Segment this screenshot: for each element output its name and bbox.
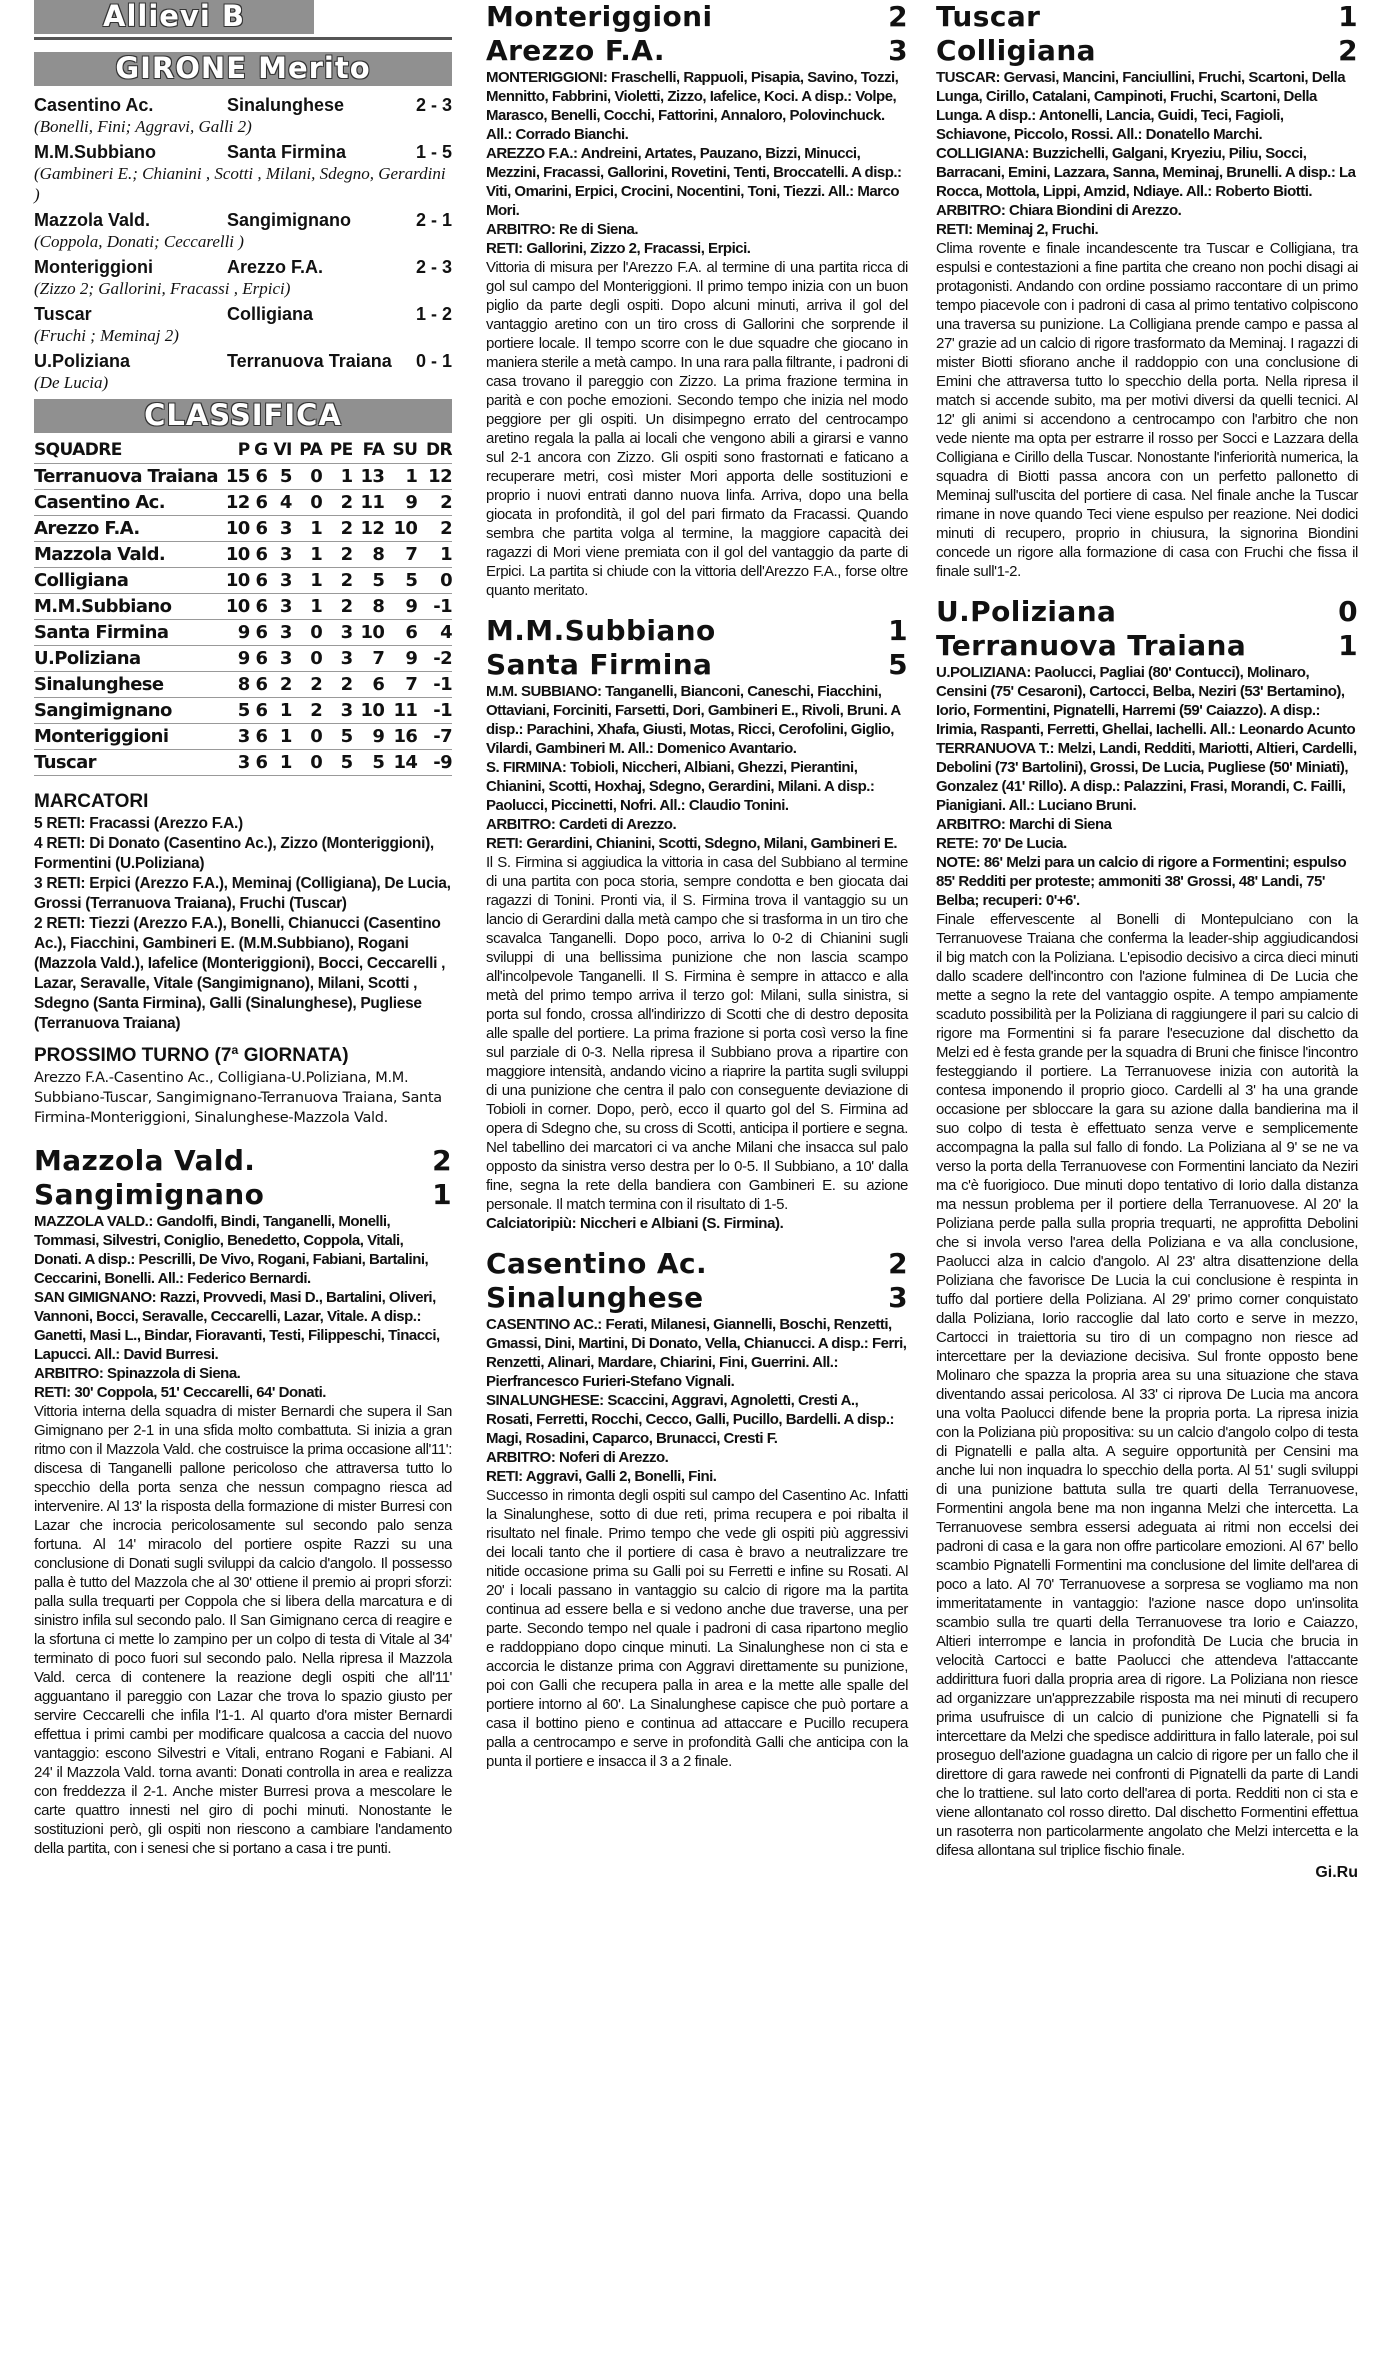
score: 1 - 5 (415, 142, 452, 162)
stat-cell: 16 (393, 725, 418, 747)
report-subbiano (486, 614, 908, 1233)
lineup-away: COLLIGIANA: Buzzichelli, Galgani, Kryeziu, Piliu, Socci, Barracani, Emini, Lazzara, Sanna, Meminaj, Brunelli. A disp.: La Rocca, Mottola, Lippi, Amzid, Ndiaye. All.: Roberto Biotti. (936, 145, 1356, 200)
team-name: Colligiana (34, 569, 129, 591)
stat-cell: 9 (237, 647, 250, 669)
home-goals: 2 (432, 1143, 452, 1177)
away-team: Arezzo F.A. (227, 257, 324, 277)
table-row (34, 619, 452, 645)
home-goals: 1 (888, 614, 908, 647)
stat-cell: 5 (340, 751, 353, 773)
lineup-away: AREZZO F.A.: Andreini, Artates, Pauzano, Bizzi, Minucci, Mezzini, Fracassi, Gallorini, Rovetini, Tenti, Broccatelli. A disp.: Viti, Omarini, Erpici, Crocini, Nocentini, Toni, Tiezzi. All.: Marco Mori. (486, 145, 902, 219)
away-team: Sinalunghese (486, 1281, 704, 1314)
section-title-allievi: Allievi B (34, 0, 314, 34)
team-name: Arezzo F.A. (34, 517, 140, 539)
stat-cell: 5 (237, 699, 250, 721)
report-poliziana (936, 595, 1358, 1882)
goals: RETI: 30' Coppola, 51' Ceccarelli, 64' Donati. (34, 1383, 326, 1401)
result-row (34, 350, 452, 372)
standings-col-header: DR (425, 439, 452, 460)
away-team: Colligiana (936, 34, 1096, 67)
stat-cell: 12 (225, 491, 250, 513)
stat-cell: 11 (360, 491, 385, 513)
stat-cell: 8 (237, 673, 250, 695)
team-name: Santa Firmina (34, 621, 169, 643)
stat-cell: 3 (237, 725, 250, 747)
table-row (34, 515, 452, 541)
away-goals: 3 (888, 1281, 908, 1314)
table-row (34, 541, 452, 567)
report-text: Vittoria interna della squadra di mister Bernardi che supera il San Gimignano per 2-1 in una sfida molto combattuta. Si inizia a gran ritmo con il Mazzola Vald. che costruisce la prima occasione all'11': discesa di Tanganelli pallone pericoloso che attraversa tutto lo specchio della porta senza che nessun compagno riesca ad intervenire. Al 13' la risposta della formazione di mister Burresi con Lazar che incrocia pericolosamente sul secondo palo senza fortuna. Al 14' miracolo del portiere ospite Razzi su una conclusione di Donati sugli sviluppi da calcio d'angolo. Il possesso palla è tutto del Mazzola che al 30' ottiene il premio ai propri sforzi: palla sulla trequarti per Coppola che si libera della marcatura e di sinistro infila sul secondo palo. Il San Gimignano cerca di reagire e la sfortuna ci mette lo zampino per un colpo di testa di Vitale al 34' terminato di poco fuori sul secondo palo. Nella ripresa il Mazzola Vald. cerca di contenere la reazione degli ospiti che all'11' agguantano il pareggio con Lazar che trova lo spazio giusto per servire Ceccarelli che infila l'1-1. Al quarto d'ora mister Bernardi effettua i primi cambi per modificare qualcosa a caccia del nuovo vantaggio: escono Silvestri e Vitali, entrano Rogani e Fabiani. Al 24' il Mazzola Vald. torna avanti: Donati controlla in area e realizza con freddezza il 2-1. Anche mister Burresi prova a mescolare le carte quattro innesti nel giro di pochi minuti. Nonostante le sostituzioni però, gli ospiti non riescono a cambiare l'andamento della partita, con i senesi che si portano a casa i tre punti. (34, 1402, 452, 1857)
standings-header (34, 437, 452, 463)
table-row (34, 749, 452, 775)
scorer-names: Di Donato (Casentino Ac.), Zizzo (Monteriggioni), Formentini (U.Poliziana) (34, 834, 434, 872)
referee: ARBITRO: Spinazzola di Siena. (34, 1364, 241, 1382)
goals-count: 3 RETI: (34, 874, 86, 892)
lineup-away: SAN GIMIGNANO: Razzi, Provvedi, Masi D., Bartalini, Oliveri, Vannoni, Bocci, Seravalle, Ceccarelli, Lazar, Vitale. A disp.: Ganetti, Masi L., Bindar, Fioravanti, Testi, Filippeschi, Tinacci, Lapucci. All.: David Burresi. (34, 1288, 440, 1363)
stat-cell: 2 (440, 491, 452, 513)
stat-cell: 1 (310, 595, 323, 617)
next-round-text: Arezzo F.A.-Casentino Ac., Colligiana-U.Poliziana, M.M. Subbiano-Tuscar, Sangimignano-Terranuova Traiana, Santa Firmina-Monteriggioni, Sinalunghese-Mazzola Vald. (34, 1069, 442, 1126)
stat-cell: 2 (340, 569, 353, 591)
stat-cell: -2 (433, 647, 452, 669)
stat-cell: 9 (372, 725, 385, 747)
away-team: Sinalunghese (227, 95, 345, 115)
home-team: M.M.Subbiano (34, 142, 156, 162)
stat-cell: 0 (310, 647, 323, 669)
report-casentino (486, 1247, 908, 1771)
team-name: Sinalunghese (34, 673, 164, 695)
stat-cell: 6 (255, 491, 268, 513)
stat-cell: 9 (405, 491, 418, 513)
stat-cell: 10 (393, 517, 418, 539)
stat-cell: 10 (225, 595, 250, 617)
away-goals: 3 (888, 34, 908, 67)
stat-cell: 3 (340, 647, 353, 669)
stat-cell: -1 (433, 699, 452, 721)
away-goals: 5 (888, 648, 908, 681)
table-row (34, 593, 452, 619)
stat-cell: 1 (279, 725, 292, 747)
stat-cell: 2 (440, 517, 452, 539)
stat-cell: 6 (255, 517, 268, 539)
away-team: Santa Firmina (486, 648, 713, 681)
result-scorers: (Gambineri E.; Chianini , Scotti , Milani, Sdegno, Gerardini ) (34, 164, 446, 204)
scorer-line (34, 834, 452, 874)
stat-cell: -9 (433, 751, 452, 773)
stat-cell: 6 (372, 673, 385, 695)
stat-cell: -7 (433, 725, 452, 747)
column-center (486, 0, 908, 1771)
report-text: Clima rovente e finale incandescente tra Tuscar e Colligiana, tra espulsi e contestazioni a fine partita che creano non pochi disagi ai protagonisti. Andando con ordine possiamo raccontare di un primo tempo piacevole con i padroni di casa al primo tentativo colpiscono una traversa su punizione. La Colligiana prende campo e passa al 27' grazie ad un calcio di rigore trasformato da Meminaj. I ragazzi di mister Biotti sfiorano anche il raddoppio con una conclusione di Emini che attraversa tutto lo specchio della porta. Nella ripresa il match si accende subito, ma per motivi diversi da quelli tecnici. Al 12' gli animi si accendono a centrocampo con l'arbitro che non vede niente ma opta per estrarre il rosso per Socci e Lazzara della Colligiana e Cirillo della Tuscar. Nonostante l'inferiorità numerica, la squadra di Biotti passa ancora con un perfetto pallonetto di Meminaj sull'uscita del portiere di casa. Nel finale anche la Tuscar rimane in nove quando Teci viene espulso per reazione. Nei dodici minuti di recupero, proprio in chiusura, la signorina Biondini concede un rigore alla formazione di casa con Fruchi che fissa il finale sull'1-2. (936, 240, 1358, 580)
stat-cell: 10 (360, 699, 385, 721)
stat-cell: 9 (237, 621, 250, 643)
team-name: Tuscar (34, 751, 96, 773)
result-row (34, 209, 452, 231)
stat-cell: 10 (225, 517, 250, 539)
result-scorers: (Coppola, Donati; Ceccarelli ) (34, 232, 244, 251)
stat-cell: 1 (310, 517, 323, 539)
stat-cell: 9 (405, 595, 418, 617)
stat-cell: 11 (393, 699, 418, 721)
scorer-names: Erpici (Arezzo F.A.), Meminaj (Colligiana), De Lucia, Grossi (Terranuova Traiana), Fruchi (Tuscar) (34, 874, 451, 912)
away-goals: 2 (1338, 34, 1358, 67)
stat-cell: 1 (405, 465, 418, 487)
goals-count: 2 RETI: (34, 914, 86, 932)
standings-col-header: SU (392, 439, 418, 460)
stat-cell: 0 (310, 491, 323, 513)
report-tuscar (936, 0, 1358, 581)
report-monteriggioni (486, 0, 908, 600)
home-team: U.Poliziana (34, 351, 131, 371)
goals-count: 5 RETI: (34, 814, 86, 832)
notes: NOTE: 86' Melzi para un calcio di rigore a Formentini; espulso 85' Redditi per proteste; ammoniti 38' Grossi, 48' Landi, 75' Belba; recuperi: 0'+6'. (936, 854, 1347, 909)
away-team: Santa Firmina (227, 142, 347, 162)
report-text: Il S. Firmina si aggiudica la vittoria in casa del Subbiano al termine di una partita con poca storia, sempre condotta e ben giocata dai ragazzi di Tonini. Pronti via, il S. Firmina trova il vantaggio su un lancio di Gerardini dalla metà campo che si trasforma in un tiro che scavalca Tanganelli. Dopo poco, arriva lo 0-2 di Chianini sugli sviluppi di una bellissima punizione che non lascia scampo all'incolpevole Tanganelli. Il S. Firmina è sempre in attacco e alla metà del primo tempo arriva il terzo gol: Milani, sulla sinistra, si porta sul fondo, crossa all'indirizzo di Scotti che di destro deposita alle spalle del portiere. La prima frazione si porta così verso la fine sul parziale di 0-3. Nella ripresa il Subbiano prova a ripartire con maggiore intensità, andando vicino a riaprire la partita sugli sviluppi di una punizione che centra il palo con conseguente deviazione di Tobioli in corner. Dopo, però, ecco il quarto gol del S. Firmina ad opera di Sdegno che, su cross di Scotti, anticipa il portiere e segna. Nel tabellino dei marcatori ci va anche Milani che insacca sul palo opposto da sinistra verso destra per lo 0-5. Il Subbiano, a 10' dalla fine, segna la rete della bandiera con Gambineri E. su azione personale. Il match termina con il risultato di 1-5. (486, 854, 908, 1213)
stat-cell: 6 (255, 543, 268, 565)
stat-cell: 6 (255, 673, 268, 695)
away-team: Sangimignano (227, 210, 352, 230)
team-name: U.Poliziana (34, 647, 141, 669)
stat-cell: 1 (310, 543, 323, 565)
stat-cell: 10 (360, 621, 385, 643)
home-team: Mazzola Vald. (34, 210, 151, 230)
referee: ARBITRO: Cardeti di Arezzo. (486, 816, 677, 833)
away-team: Colligiana (227, 304, 314, 324)
home-team: Tuscar (936, 0, 1041, 33)
stat-cell: 2 (340, 673, 353, 695)
lineup-home: MONTERIGGIONI: Fraschelli, Rappuoli, Pisapia, Savino, Tozzi, Mennitto, Fabbrini, Violetti, Zizzo, Iafelice, Koci. A disp.: Volpe, Marasco, Benelli, Cocchi, Fattorini, Annaloro, Polovinchuck. All.: Corrado Bianchi. (486, 69, 899, 143)
away-team: Arezzo F.A. (486, 34, 665, 67)
stat-cell: 3 (279, 517, 292, 539)
stat-cell: 2 (310, 699, 323, 721)
away-team: Sangimignano (34, 1177, 265, 1211)
stat-cell: 12 (428, 465, 452, 487)
stat-cell: 2 (279, 673, 292, 695)
scorer-line (34, 914, 452, 1034)
referee: ARBITRO: Noferi di Arezzo. (486, 1449, 669, 1466)
stat-cell: 1 (279, 751, 292, 773)
stat-cell: -1 (433, 595, 452, 617)
standings-col-header: FA (362, 439, 385, 460)
table-row (34, 723, 452, 749)
stat-cell: -1 (433, 673, 452, 695)
home-team: Mazzola Vald. (34, 1143, 256, 1177)
standings-col-header: PA (299, 439, 323, 460)
stat-cell: 3 (279, 647, 292, 669)
report-text: Successo in rimonta degli ospiti sul campo del Casentino Ac. Infatti la Sinalunghese, sotto di due reti, prima recupera e poi ribalta il risultato nel finale. Primo tempo che vede gli ospiti più aggressivi dei locali tanto che il portiere di casa è bravo a neutralizzare tre nitide occasione prima su Galli poi su Ferretti e infine su Rosati. Al 20' i locali passano in vantaggio su calcio di rigore ma la partita continua ad essere bella e si vedono anche due traverse, una per parte. Secondo tempo nel quale i padroni di casa ripartono meglio e raddoppiano dopo cinque minuti. La Sinalunghese non ci sta e accorcia le distanze prima con Aggravi direttamente su punizione, poi con Galli che recupera palla in area e la mette alle spalle del portiere intorno al 60'. La Sinalunghese capisce che può portare a casa il bottino pieno e continua ad attaccare e Pucillo recupera palla a centrocampo e serve in profondità Galli che anticipa con la punta il portiere e insacca il 3 a 2 finale. (486, 1487, 908, 1770)
away-goals: 1 (1338, 629, 1358, 662)
stat-cell: 5 (405, 569, 418, 591)
home-team: Tuscar (34, 304, 92, 324)
goals: RETI: Gerardini, Chianini, Scotti, Sdegno, Milani, Gambineri E. (486, 835, 898, 852)
stat-cell: 2 (310, 673, 323, 695)
result-scorers: (Bonelli, Fini; Aggravi, Galli 2) (34, 117, 252, 136)
standings-col-header: VI (273, 439, 292, 460)
stat-cell: 4 (279, 491, 292, 513)
team-name: Sangimignano (34, 699, 172, 721)
report-mazzola (34, 1144, 452, 1858)
result-row (34, 256, 452, 278)
score: 2 - 3 (415, 95, 452, 115)
standings-col-header: G (254, 439, 268, 460)
away-team: Terranuova Traiana (227, 351, 392, 371)
team-name: Casentino Ac. (34, 491, 165, 513)
result-row (34, 141, 452, 163)
stat-cell: 1 (279, 699, 292, 721)
home-goals: 2 (888, 1247, 908, 1280)
scorer-line (34, 814, 452, 834)
result-scorers: (Fruchi ; Meminaj 2) (34, 326, 179, 345)
stat-cell: 7 (405, 543, 418, 565)
result-row (34, 303, 452, 325)
standings-col-header: PE (329, 439, 353, 460)
result-scorers: (Zizzo 2; Gallorini, Fracassi , Erpici) (34, 279, 291, 298)
stat-cell: 0 (310, 465, 323, 487)
score: 0 - 1 (415, 351, 452, 371)
score: 2 - 3 (415, 257, 452, 277)
stat-cell: 15 (225, 465, 250, 487)
stat-cell: 5 (279, 465, 292, 487)
author-signature: Gi.Ru (1315, 1864, 1358, 1881)
stat-cell: 8 (372, 543, 385, 565)
away-team: Terranuova Traiana (936, 629, 1247, 662)
result-scorers: (De Lucia) (34, 373, 109, 392)
referee: ARBITRO: Re di Siena. (486, 221, 639, 238)
team-name: Monteriggioni (34, 725, 169, 747)
away-goals: 1 (432, 1177, 452, 1211)
stat-cell: 14 (393, 751, 418, 773)
report-text: Vittoria di misura per l'Arezzo F.A. al termine di una partita ricca di gol sul campo del Monteriggioni. Il primo tempo inizia con un buon piglio da parte degli ospiti. Dopo alcuni minuti, arriva il gol del vantaggio aretino con un tiro cross di Gallorini che sorprende il portiere locale. Il tempo scorre con le due squadre che giocano in maniera sterile a metà campo. In una rara palla filtrante, i padroni di casa trovano il pareggio con Zizzo. La prima frazione termina in parità e con poche emozioni. Secondo tempo che inizia nel modo peggiore per gli ospiti. Un disimpegno errato del centrocampo aretino regala la palla ai locali che vengono abili a girarsi e vanno sul 2-1 ancora con Zizzo. Gli ospiti sono frastornati e faticano a recuperare metri, così mister Mori apporta delle sostituzioni e proprio i nuovi entrati danno nuova linfa. Arriva, dopo una bella giocata in profondità, il gol del pari firmato da Fracassi. Quando sembra che partita volga al termine, la maggiore capacità dei ragazzi di Mori viene premiata con il gol del vantaggio da parte di Erpici. La partita si chiude con la vittoria dell'Arezzo F.A., forse oltre quanto meritato. (486, 259, 908, 599)
stat-cell: 2 (340, 543, 353, 565)
stat-cell: 10 (225, 569, 250, 591)
result-row (34, 94, 452, 116)
divider (34, 37, 452, 40)
stat-cell: 5 (372, 569, 385, 591)
home-team: Casentino Ac. (34, 95, 154, 115)
stat-cell: 7 (405, 673, 418, 695)
stat-cell: 5 (340, 725, 353, 747)
table-row (34, 671, 452, 697)
stat-cell: 1 (440, 543, 452, 565)
referee: ARBITRO: Chiara Biondini di Arezzo. (936, 202, 1182, 219)
stat-cell: 6 (255, 647, 268, 669)
home-team: Monteriggioni (34, 257, 153, 277)
standings-col-header: SQUADRE (34, 439, 122, 460)
lineup-away: S. FIRMINA: Tobioli, Niccheri, Albiani, Ghezzi, Pierantini, Chianini, Scotti, Hoxhaj, Sdegno, Gerardini, Milani. A disp.: Paolucci, Piccinetti, Nofri. All.: Claudio Tonini. (486, 759, 875, 814)
table-row (34, 645, 452, 671)
lineup-away: SINALUNGHESE: Scaccini, Aggravi, Agnoletti, Cresti A., Rosati, Ferretti, Rocchi, Cecco, Galli, Pucillo, Bardelli. A disp.: Magi, Rosadini, Caparco, Brunacci, Cresti F. (486, 1392, 894, 1447)
stat-cell: 9 (405, 647, 418, 669)
home-team: U.Poliziana (936, 595, 1117, 628)
section-title-classifica: CLASSIFICA (34, 399, 452, 433)
stat-cell: 0 (310, 621, 323, 643)
home-goals: 0 (1338, 595, 1358, 628)
table-row (34, 463, 452, 489)
stat-cell: 3 (340, 699, 353, 721)
goals: RETE: 70' De Lucia. (936, 835, 1067, 852)
column-right (936, 0, 1358, 1882)
stat-cell: 6 (255, 465, 268, 487)
goals: RETI: Aggravi, Galli 2, Bonelli, Fini. (486, 1468, 717, 1485)
report-text: Finale effervescente al Bonelli di Montepulciano con la Terranuovese Traiana che conferma la leader-ship aggiudicandosi il big match con la Poliziana. L'episodio decisivo a circa dieci minuti dallo scadere dell'incontro con l'azione fulminea di De Lucia che mette a segno la rete del vantaggio ospite. A tempo ampiamente scaduto possibilità per la Poliziana di raggiungere il pari su calcio di rigore ma Formentini si fa parare l'esecuzione dal dischetto da Melzi ed è festa grande per la squadra di Bruni che finisce l'incontro festeggiando il portiere. La Terranuovese inizia con autorità la contesa imponendo il proprio gioco. Cardelli al 3' ha una grande occasione per sbloccare la gara su azione dalla bandierina ma il suo colpo di testa è effettuato senza verve e semplicemente accompagna la palla sul fallo di fondo. La Poliziana al 9' se ne va verso la porta della Terranuovese con Formentini lanciato da Neziri ma c'è fuorigioco. Due minuti dopo tentativo di Iorio dalla distanza ma nessun problema per il portiere della Terranuovese. Al 20' la Poliziana perde palla sulla propria trequarti, ne approfitta Debolini che si invola verso l'area della Poliziana e va alla conclusione, Paolucci alza in calcio d'angolo. Al 23' altra disattenzione della Poliziana che favorisce De Lucia la cui conclusione è respinta in tuffo dal portiere della Poliziana. Al 29' primo corner conquistato dalla Poliziana, Iorio raccoglie dal lato corto e serve in mezzo, Cartocci in traiettoria su tiro di un compagno non riesce ad intercettare per la deviazione decisiva. Sul fronte opposto bene Molinaro che spazza la propria area su una situazione che stava diventando assai pericolosa. Al 33' ci riprova De Lucia ma ancora una volta Paolucci difende bene la propria porta. La ripresa inizia con la Poliziana più propositiva: su un calcio d'angolo colpo di testa di Pignatelli e palla alta. A seguire opportunità per Censini ma anche lui non inquadra lo specchio della porta. Al 51' sugli sviluppi di una punizione battuta sulla tre quarti della Terranuovese, Formentini angola bene ma non inganna Melzi che intercetta. La Terranuovese sembra essersi adeguata ai ritmi non eccelsi dei padroni di casa e la gara non offre particolare emozioni. Al 67' bello scambio Pignatelli Formentini ma conclusione del limite dell'area di poco a lato. Al 70' Terranuovese a sorpresa se vogliamo ma non immeritatamente in vantaggio: l'azione nasce dopo un'insolita scambio sulla tre quarti della Terranuovese tra Iorio e Caiazzo, Altieri interrompe e lancia in profondità De Lucia che brucia in velocità Cartocci e batte Paolucci che attendeva l'attaccante addirittura fuori dalla propria area di rigore. La Poliziana non riesce ad organizzare un'apprezzabile risposta ma nei minuti di recupero prima usufruisce di un calcio di punizione che Pignatelli si fa intercettare da Melzi che spedisce addirittura in fallo laterale, poi sul proseguo dell'azione guadagna un calcio di rigore per un fallo che il direttore di gara rawede nei confronti di Pignatelli da parte di Landi che lo trattiene. sul lato corto dell'area di porta. Redditi non ci sta e viene allontanato col rosso diretto. Dal dischetto Formentini effettua un rasoterra non particolarmente angolato che Melzi intercetta e la difesa allontana sul triplice fischio finale. (936, 911, 1358, 1859)
home-team: M.M.Subbiano (486, 614, 716, 647)
stat-cell: 6 (405, 621, 418, 643)
stat-cell: 7 (372, 647, 385, 669)
lineup-home: CASENTINO AC.: Ferati, Milanesi, Giannelli, Boschi, Renzetti, Gmassi, Dini, Martini, Di Donato, Vella, Chianucci. A disp.: Ferri, Renzetti, Alinari, Mardare, Chiarini, Fini, Guerrini. All.: Pierfrancesco Furieri-Stefano Vignali. (486, 1316, 907, 1390)
stat-cell: 12 (360, 517, 385, 539)
score: 2 - 1 (415, 210, 452, 230)
referee: ARBITRO: Marchi di Siena (936, 816, 1112, 833)
scorer-line (34, 874, 452, 914)
lineup-home: TUSCAR: Gervasi, Mancini, Fanciullini, Fruchi, Scartoni, Della Lunga, Cirillo, Catalani, Campinoti, Fruchi, Scartoni, Della Lunga. A disp.: Antonelli, Lancia, Guidi, Teci, Fagioli, Schiavone, Piccolo, Rossi. All.: Donatello Marchi. (936, 69, 1346, 143)
stat-cell: 1 (310, 569, 323, 591)
next-round-title: PROSSIMO TURNO (7ª GIORNATA) (34, 1044, 349, 1066)
best-players: Calciatoripiù: Niccheri e Albiani (S. Firmina). (486, 1215, 784, 1232)
scorer-names: Tiezzi (Arezzo F.A.), Bonelli, Chianucci (Casentino Ac.), Fiacchini, Gambineri E. (M.M.Subbiano), Rogani (Mazzola Vald.), Iafelice (Monteriggioni), Bocci, Ceccarelli , Lazar, Seravalle, Vitale (Sangimignano), Milani, Scotti , Sdegno (Santa Firmina), Galli (Sinalunghese), Pugliese (Terranuova Traiana) (34, 914, 446, 1032)
stat-cell: 4 (440, 621, 452, 643)
standings-table (34, 437, 452, 776)
goals: RETI: Meminaj 2, Fruchi. (936, 221, 1099, 238)
team-name: Terranuova Traiana (34, 465, 218, 487)
stat-cell: 3 (279, 543, 292, 565)
goals: RETI: Gallorini, Zizzo 2, Fracassi, Erpici. (486, 240, 751, 257)
stat-cell: 3 (279, 569, 292, 591)
stat-cell: 6 (255, 621, 268, 643)
table-row (34, 567, 452, 593)
team-name: Mazzola Vald. (34, 543, 166, 565)
stat-cell: 6 (255, 751, 268, 773)
stat-cell: 6 (255, 725, 268, 747)
marcatori-list (34, 814, 452, 1034)
stat-cell: 3 (279, 621, 292, 643)
stat-cell: 1 (340, 465, 353, 487)
table-row (34, 697, 452, 723)
stat-cell: 13 (360, 465, 385, 487)
lineup-home: MAZZOLA VALD.: Gandolfi, Bindi, Tanganelli, Monelli, Tommasi, Silvestri, Coniglio, Benedetto, Coppola, Vitali, Donati. A disp.: Pescrilli, De Vivo, Rogani, Fabiani, Bartalini, Ceccarini, Bonelli. All.: Federico Bernardi. (34, 1212, 429, 1287)
score: 1 - 2 (415, 304, 452, 324)
stat-cell: 3 (279, 595, 292, 617)
table-row (34, 489, 452, 515)
stat-cell: 10 (225, 543, 250, 565)
goals-count: 4 RETI: (34, 834, 86, 852)
marcatori-title: MARCATORI (34, 790, 149, 812)
stat-cell: 3 (340, 621, 353, 643)
stat-cell: 5 (372, 751, 385, 773)
stat-cell: 6 (255, 595, 268, 617)
home-team: Monteriggioni (486, 0, 713, 33)
stat-cell: 6 (255, 569, 268, 591)
stat-cell: 0 (440, 569, 452, 591)
column-left (34, 0, 452, 1858)
home-team: Casentino Ac. (486, 1247, 708, 1280)
lineup-away: TERRANUOVA T.: Melzi, Landi, Redditi, Mariotti, Altieri, Cardelli, Debolini (73' Bartolini), Grossi, De Lucia, Pugliese (50' Miniati), Gonzalez (41' Rillo). A disp.: Palazzini, Frasi, Morandi, C. Failli, Pianigiani. All.: Luciano Bruni. (936, 740, 1357, 814)
section-title-girone: GIRONE Merito (34, 52, 452, 86)
stat-cell: 2 (340, 595, 353, 617)
home-goals: 1 (1338, 0, 1358, 33)
team-name: M.M.Subbiano (34, 595, 172, 617)
results-list (34, 94, 452, 393)
stat-cell: 3 (237, 751, 250, 773)
home-goals: 2 (888, 0, 908, 33)
lineup-home: U.POLIZIANA: Paolucci, Pagliai (80' Contucci), Molinaro, Censini (75' Cesaroni), Cartocci, Belba, Neziri (53' Bertamino), Iorio, Formentini, Pignatelli, Harremi (59' Caiazzo). A disp.: Irimia, Raspanti, Ferretti, Ghellai, Iachelli. All.: Leonardo Acunto (936, 664, 1356, 738)
stat-cell: 8 (372, 595, 385, 617)
standings-col-header: P (237, 439, 250, 460)
stat-cell: 0 (310, 751, 323, 773)
stat-cell: 2 (340, 491, 353, 513)
scorer-names: Fracassi (Arezzo F.A.) (85, 814, 243, 832)
stat-cell: 6 (255, 699, 268, 721)
stat-cell: 2 (340, 517, 353, 539)
lineup-home: M.M. SUBBIANO: Tanganelli, Bianconi, Caneschi, Fiacchini, Ottaviani, Forciniti, Farsetti, Dori, Gambineri E., Rivoli, Bruni. A disp.: Parachini, Xhafa, Giusti, Motas, Ricci, Cerofolini, Giglio, Vilardi, Gambineri M. All.: Domenico Avantario. (486, 683, 901, 757)
stat-cell: 0 (310, 725, 323, 747)
